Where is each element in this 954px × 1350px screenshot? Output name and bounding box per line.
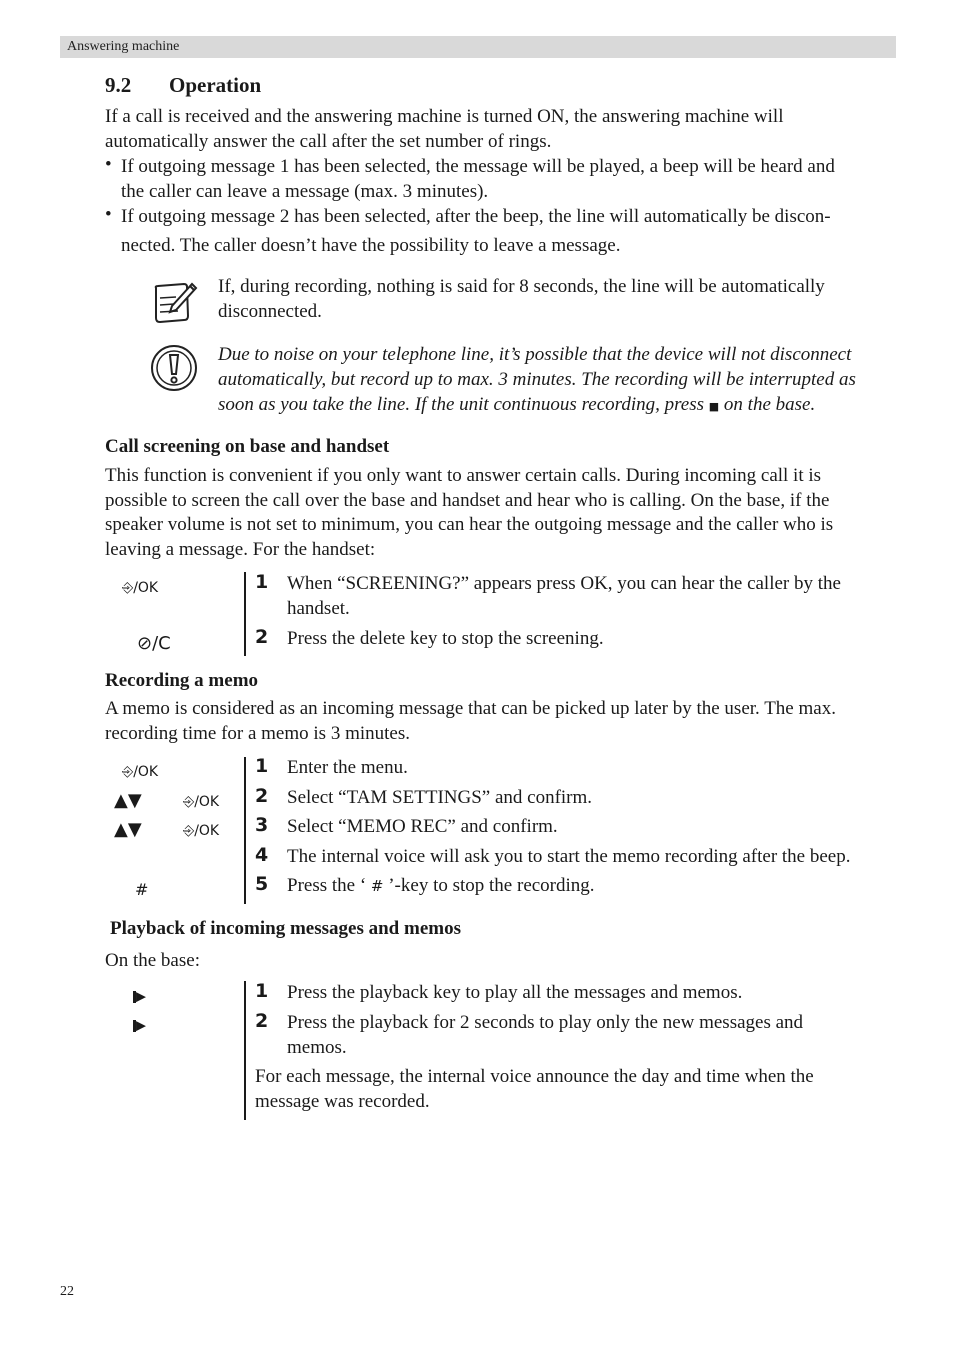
bullet-1-line-2: the caller can leave a message (max. 3 minutes). bbox=[121, 181, 489, 202]
step-number: 5 bbox=[255, 873, 269, 895]
memo-step-4: The internal voice will ask you to start the memo recording after the beep. bbox=[287, 846, 851, 867]
playback-step-1: Press the playback key to play all the messages and memos. bbox=[287, 982, 743, 1003]
section-number: 9.2 bbox=[105, 73, 132, 97]
memo-step-3: Select “MEMO REC” and confirm. bbox=[287, 816, 558, 837]
stop-key-icon: ■ bbox=[708, 400, 720, 413]
steps-divider bbox=[244, 572, 246, 656]
step-number: 2 bbox=[255, 626, 269, 648]
screening-step-1-line-1: When “SCREENING?” appears press OK, you can hear the caller by the bbox=[287, 573, 841, 594]
warning-line-1: Due to noise on your telephone line, it’s possible that the device will not disconnect bbox=[218, 344, 852, 365]
screening-line-4: leaving a message. For the handset: bbox=[105, 539, 376, 560]
step-number: 1 bbox=[255, 571, 269, 593]
memo-line-2: recording time for a memo is 3 minutes. bbox=[105, 723, 410, 744]
step-number: 2 bbox=[255, 1010, 269, 1032]
step-number: 4 bbox=[255, 844, 269, 866]
memo-line-1: A memo is considered as an incoming message that can be picked up later by the user. The max. bbox=[105, 698, 836, 719]
play-triangle-icon: ▶ bbox=[136, 989, 146, 1005]
step-number: 1 bbox=[255, 980, 269, 1002]
playback-key-icon bbox=[133, 1018, 146, 1034]
bullet-2-line-2: nected. The caller doesn’t have the possibility to leave a message. bbox=[121, 235, 621, 256]
step-number: 2 bbox=[255, 785, 269, 807]
section-title: Operation bbox=[169, 73, 262, 97]
playback-title: Playback of incoming messages and memos bbox=[110, 918, 461, 939]
screening-step-1-line-2: handset. bbox=[287, 598, 350, 619]
delete-key-icon: ⊘/C bbox=[137, 633, 171, 654]
note-line-2: disconnected. bbox=[218, 301, 322, 322]
screening-line-1: This function is convenient if you only want to answer certain calls. During incoming call it is bbox=[105, 465, 822, 486]
bullet-1-line-1: If outgoing message 1 has been selected, the message will be played, a beep will be heard and bbox=[121, 156, 835, 177]
screening-title: Call screening on base and handset bbox=[105, 436, 390, 457]
up-down-arrows-icon: ▲▼ bbox=[114, 819, 142, 840]
bullet-2-line-1: If outgoing message 2 has been selected, after the beep, the line will automatically be discon- bbox=[121, 206, 831, 227]
steps-divider bbox=[244, 757, 246, 904]
memo-step-5-end: ’-key to stop the recording. bbox=[388, 875, 595, 896]
memo-title: Recording a memo bbox=[105, 670, 259, 691]
page-number: 22 bbox=[60, 1284, 74, 1299]
step-number: 3 bbox=[255, 814, 269, 836]
memo-step-5-start: Press the ‘ bbox=[287, 875, 367, 896]
steps-divider bbox=[244, 981, 246, 1120]
playback-step-2-line-2: memos. bbox=[287, 1037, 347, 1058]
memo-step-1: Enter the menu. bbox=[287, 757, 408, 778]
screening-line-3: speaker volume is not set to minimum, you can hear the outgoing message and the caller who is bbox=[105, 514, 834, 535]
playback-step-2-line-1: Press the playback for 2 seconds to play only the new messages and bbox=[287, 1012, 804, 1033]
ok-key-icon: ⎆/OK bbox=[183, 794, 220, 810]
warning-line-3-start: soon as you take the line. If the unit continuous recording, press bbox=[218, 394, 705, 415]
running-header-title: Answering machine bbox=[67, 39, 180, 54]
warning-line-3-end: on the base. bbox=[723, 394, 816, 415]
hash-key-icon: # bbox=[370, 877, 384, 895]
ok-key-icon: ⎆/OK bbox=[183, 823, 220, 839]
playback-footer-line-1: For each message, the internal voice announce the day and time when the bbox=[255, 1066, 814, 1087]
warning-line-2: automatically, but record up to max. 3 minutes. The recording will be interrupted as bbox=[218, 369, 856, 390]
intro-line-2: automatically answer the call after the set number of rings. bbox=[105, 131, 552, 152]
bullet-dot: • bbox=[105, 154, 112, 175]
playback-key-icon bbox=[133, 989, 146, 1005]
play-triangle-icon: ▶ bbox=[136, 1018, 146, 1034]
screening-line-2: possible to screen the call over the base and handset and hear who is calling. On the base, if the bbox=[105, 490, 830, 511]
running-header bbox=[60, 36, 896, 58]
step-number: 1 bbox=[255, 755, 269, 777]
warning-exclamation-icon bbox=[150, 344, 198, 392]
ok-key-icon: ⎆/OK bbox=[122, 580, 159, 596]
memo-step-5 bbox=[287, 873, 595, 899]
warning-line-3 bbox=[218, 392, 815, 419]
note-pencil-icon bbox=[150, 278, 198, 326]
hash-key-icon: # bbox=[135, 880, 149, 899]
ok-key-icon: ⎆/OK bbox=[122, 764, 159, 780]
intro-line-1: If a call is received and the answering machine is turned ON, the answering machine will bbox=[105, 106, 784, 127]
up-down-arrows-icon: ▲▼ bbox=[114, 790, 142, 811]
memo-step-2: Select “TAM SETTINGS” and confirm. bbox=[287, 787, 593, 808]
note-line-1: If, during recording, nothing is said for 8 seconds, the line will be automatically bbox=[218, 276, 825, 297]
playback-intro: On the base: bbox=[105, 950, 200, 971]
playback-footer-line-2: message was recorded. bbox=[255, 1091, 430, 1112]
screening-step-2: Press the delete key to stop the screening. bbox=[287, 628, 604, 649]
bullet-dot: • bbox=[105, 204, 112, 225]
